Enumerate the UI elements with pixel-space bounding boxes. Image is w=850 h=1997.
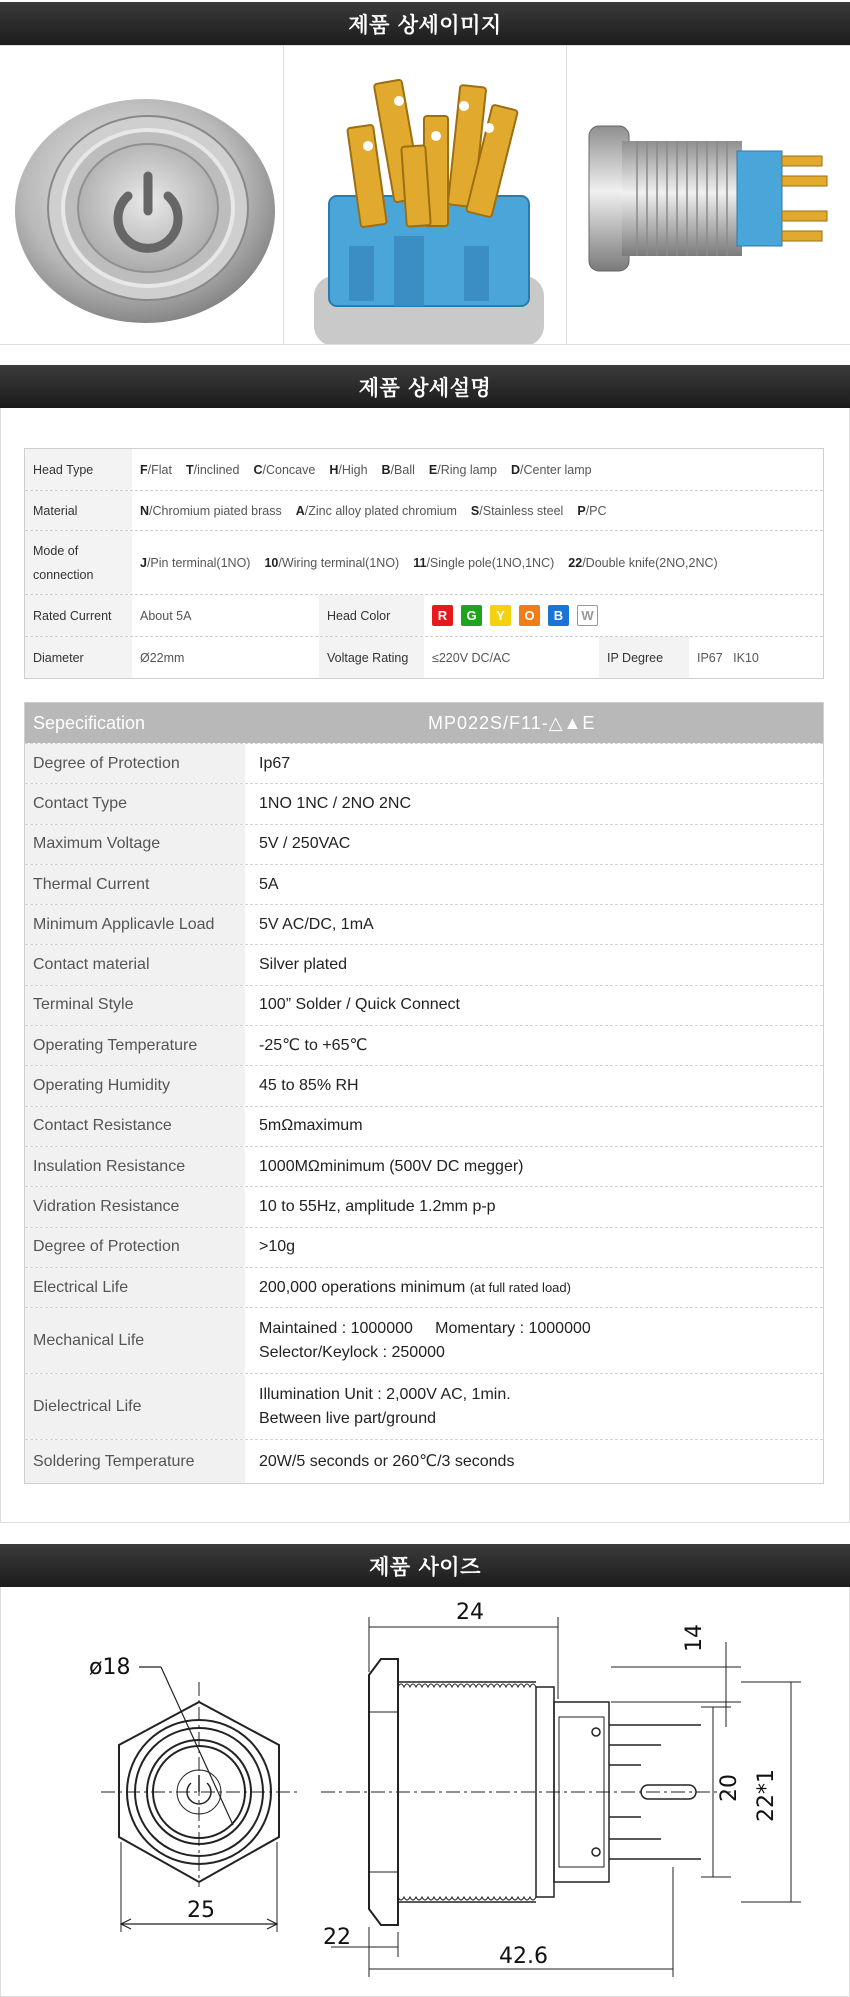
spec-key: Maximum Voltage bbox=[25, 825, 245, 864]
spec-value: 5A bbox=[259, 875, 279, 893]
option-code: P bbox=[577, 503, 586, 518]
dim-14: 14 bbox=[682, 1624, 707, 1652]
spec-value: 5mΩmaximum bbox=[259, 1117, 363, 1135]
material-item bbox=[140, 499, 282, 523]
spec-value: 5V / 250VAC bbox=[259, 835, 351, 853]
mechanical-life-line2: Selector/Keylock : 250000 bbox=[259, 1343, 445, 1361]
spec-row bbox=[25, 944, 823, 984]
spec-row bbox=[25, 985, 823, 1025]
electrical-life-value: 200,000 operations minimum bbox=[259, 1278, 466, 1296]
photo-side-view bbox=[567, 46, 850, 344]
option-code: T bbox=[185, 462, 194, 477]
option-code: F bbox=[140, 462, 148, 477]
dielectrical-life-line2: Between live part/ground bbox=[259, 1409, 436, 1427]
connection-item bbox=[140, 551, 250, 575]
spec-value: 45 to 85% RH bbox=[259, 1077, 359, 1095]
option-text: /Wiring terminal(1NO) bbox=[278, 555, 400, 570]
connection-item bbox=[568, 551, 717, 575]
color-swatch: B bbox=[548, 605, 569, 626]
connection-item bbox=[413, 551, 554, 575]
dim-24: 24 bbox=[456, 1600, 484, 1625]
head_type-item bbox=[511, 458, 592, 482]
spec-key: Thermal Current bbox=[25, 865, 245, 904]
spec-value: 100” Solder / Quick Connect bbox=[259, 996, 460, 1014]
rated-current-value: About 5A bbox=[140, 608, 192, 623]
option-text: /Ball bbox=[390, 462, 415, 477]
spec-value: -25℃ to +65℃ bbox=[259, 1036, 368, 1054]
spec-key: Soldering Temperature bbox=[25, 1440, 245, 1483]
options-table bbox=[24, 448, 824, 679]
photo-terminals bbox=[284, 46, 568, 344]
option-row-diameter bbox=[25, 637, 823, 678]
spec-value: 20W/5 seconds or 260℃/3 seconds bbox=[259, 1452, 515, 1470]
option-code: J bbox=[140, 555, 147, 570]
option-text: /Ring lamp bbox=[437, 462, 497, 477]
spec-key: Dielectrical Life bbox=[25, 1374, 245, 1439]
spec-key: Contact Type bbox=[25, 784, 245, 823]
spec-row bbox=[25, 904, 823, 944]
spec-key: Operating Humidity bbox=[25, 1066, 245, 1105]
dim-22x1: 22*1 bbox=[754, 1769, 779, 1822]
option-row-head-type bbox=[25, 449, 823, 491]
option-code: A bbox=[295, 503, 305, 518]
ip-degree-label: IP Degree bbox=[599, 637, 689, 678]
head_type-item bbox=[140, 458, 172, 482]
head_type-item bbox=[253, 458, 315, 482]
spec-row bbox=[25, 1227, 823, 1267]
head_type-item bbox=[382, 458, 415, 482]
spec-row bbox=[25, 1065, 823, 1105]
spec-key: Insulation Resistance bbox=[25, 1147, 245, 1186]
option-text: /Pin terminal(1NO) bbox=[146, 555, 251, 570]
spec-row-dielectrical-life bbox=[25, 1373, 823, 1439]
option-text: /Double knife(2NO,2NC) bbox=[582, 555, 718, 570]
option-code: B bbox=[381, 462, 391, 477]
product-photos bbox=[0, 45, 850, 345]
dim-20: 20 bbox=[717, 1774, 742, 1802]
option-text: /inclined bbox=[193, 462, 240, 477]
spec-table bbox=[24, 702, 824, 1484]
spec-value: >10g bbox=[259, 1238, 296, 1256]
spec-value bbox=[245, 1374, 823, 1439]
option-text: /Stainless steel bbox=[479, 503, 564, 518]
spec-value bbox=[245, 1268, 823, 1307]
spec-row-soldering bbox=[25, 1439, 823, 1483]
spec-key: Vidration Resistance bbox=[25, 1187, 245, 1226]
spec-row bbox=[25, 783, 823, 823]
spec-key: Operating Temperature bbox=[25, 1026, 245, 1065]
color-swatch: R bbox=[432, 605, 453, 626]
material-item bbox=[577, 499, 606, 523]
spec-value: 5V AC/DC, 1mA bbox=[259, 915, 374, 933]
option-text: /High bbox=[338, 462, 368, 477]
spec-value: 10 to 55Hz, amplitude 1.2mm p-p bbox=[259, 1197, 496, 1215]
dim-22: 22 bbox=[323, 1925, 351, 1950]
head-color-label: Head Color bbox=[319, 595, 424, 636]
mechanical-life-line1: Maintained : 1000000 Momentary : 1000000 bbox=[259, 1319, 591, 1337]
section-title-description: 제품 상세설명 bbox=[0, 365, 850, 408]
spec-key: Degree of Protection bbox=[25, 1228, 245, 1267]
option-label: Mode of connection bbox=[25, 531, 132, 594]
option-text: /Flat bbox=[147, 462, 172, 477]
spec-value: 1000MΩminimum (500V DC megger) bbox=[259, 1157, 524, 1175]
head_type-item bbox=[186, 458, 240, 482]
color-swatch: W bbox=[577, 605, 598, 626]
spec-row bbox=[25, 864, 823, 904]
spec-value: Silver plated bbox=[259, 956, 348, 974]
option-text: /PC bbox=[585, 503, 607, 518]
spec-key: Terminal Style bbox=[25, 986, 245, 1025]
voltage-value: ≤220V DC/AC bbox=[432, 650, 511, 665]
spec-value bbox=[245, 1308, 823, 1373]
spec-key: Minimum Applicavle Load bbox=[25, 905, 245, 944]
electrical-life-note: (at full rated load) bbox=[469, 1279, 571, 1295]
spec-row-mechanical-life bbox=[25, 1307, 823, 1373]
option-label: Head Type bbox=[25, 449, 132, 490]
dielectrical-life-line1: Illumination Unit : 2,000V AC, 1min. bbox=[259, 1385, 511, 1403]
option-code: N bbox=[140, 503, 150, 518]
spec-key: Degree of Protection bbox=[25, 744, 245, 783]
spec-header-label: Sepecification bbox=[33, 712, 146, 733]
diameter-value: Ø22mm bbox=[140, 650, 185, 665]
option-text: /Zinc alloy plated chromium bbox=[304, 503, 457, 518]
spec-value: Ip67 bbox=[259, 754, 291, 772]
spec-row bbox=[25, 1146, 823, 1186]
option-values bbox=[132, 449, 823, 490]
spec-row bbox=[25, 1025, 823, 1065]
spec-row bbox=[25, 1186, 823, 1226]
connection-item bbox=[264, 551, 399, 575]
spec-row bbox=[25, 743, 823, 783]
spec-row-electrical-life bbox=[25, 1267, 823, 1307]
spec-key: Contact material bbox=[25, 945, 245, 984]
head-color-swatches bbox=[424, 595, 823, 636]
option-text: /Center lamp bbox=[520, 462, 592, 477]
material-item bbox=[471, 499, 563, 523]
option-code: 11 bbox=[413, 555, 427, 570]
option-label: Material bbox=[25, 491, 132, 530]
section-title-images: 제품 상세이미지 bbox=[0, 2, 850, 45]
option-code: 10 bbox=[264, 555, 279, 570]
spec-key: Mechanical Life bbox=[25, 1308, 245, 1373]
option-text: /Chromium piated brass bbox=[149, 503, 282, 518]
ip-degree-value: IP67 IK10 bbox=[697, 650, 759, 665]
spec-key: Contact Resistance bbox=[25, 1107, 245, 1146]
option-row-material bbox=[25, 491, 823, 531]
material-item bbox=[296, 499, 457, 523]
voltage-label: Voltage Rating bbox=[319, 637, 424, 678]
spec-row bbox=[25, 824, 823, 864]
spec-row bbox=[25, 1106, 823, 1146]
head_type-item bbox=[329, 458, 367, 482]
dim-25: 25 bbox=[187, 1898, 215, 1923]
dim-d18: ø18 bbox=[89, 1655, 131, 1680]
head_type-item bbox=[429, 458, 497, 482]
color-swatch: G bbox=[461, 605, 482, 626]
spec-key: Electrical Life bbox=[25, 1268, 245, 1307]
option-values bbox=[132, 531, 823, 594]
color-swatch: O bbox=[519, 605, 540, 626]
spec-header bbox=[25, 703, 823, 743]
option-code: 22 bbox=[568, 555, 583, 570]
section-title-size: 제품 사이즈 bbox=[0, 1544, 850, 1587]
option-label: Diameter bbox=[25, 637, 132, 678]
option-row-connection bbox=[25, 531, 823, 595]
option-text: /Single pole(1NO,1NC) bbox=[426, 555, 555, 570]
option-code: S bbox=[470, 503, 480, 518]
option-values bbox=[132, 491, 823, 530]
spec-value: 1NO 1NC / 2NO 2NC bbox=[259, 794, 412, 812]
option-code: E bbox=[428, 462, 438, 477]
color-swatch: Y bbox=[490, 605, 511, 626]
option-code: C bbox=[253, 462, 263, 477]
option-code: D bbox=[510, 462, 521, 477]
option-row-current-color bbox=[25, 595, 823, 637]
photo-front-button bbox=[0, 46, 284, 344]
front-view-drawing bbox=[101, 1667, 301, 1932]
dimension-drawing bbox=[0, 1587, 850, 1997]
dim-42-6: 42.6 bbox=[499, 1944, 548, 1969]
option-label: Rated Current bbox=[25, 595, 132, 636]
option-code: H bbox=[329, 462, 339, 477]
spec-model: MP022S/F11-△▲E bbox=[428, 712, 596, 733]
option-text: /Concave bbox=[262, 462, 316, 477]
